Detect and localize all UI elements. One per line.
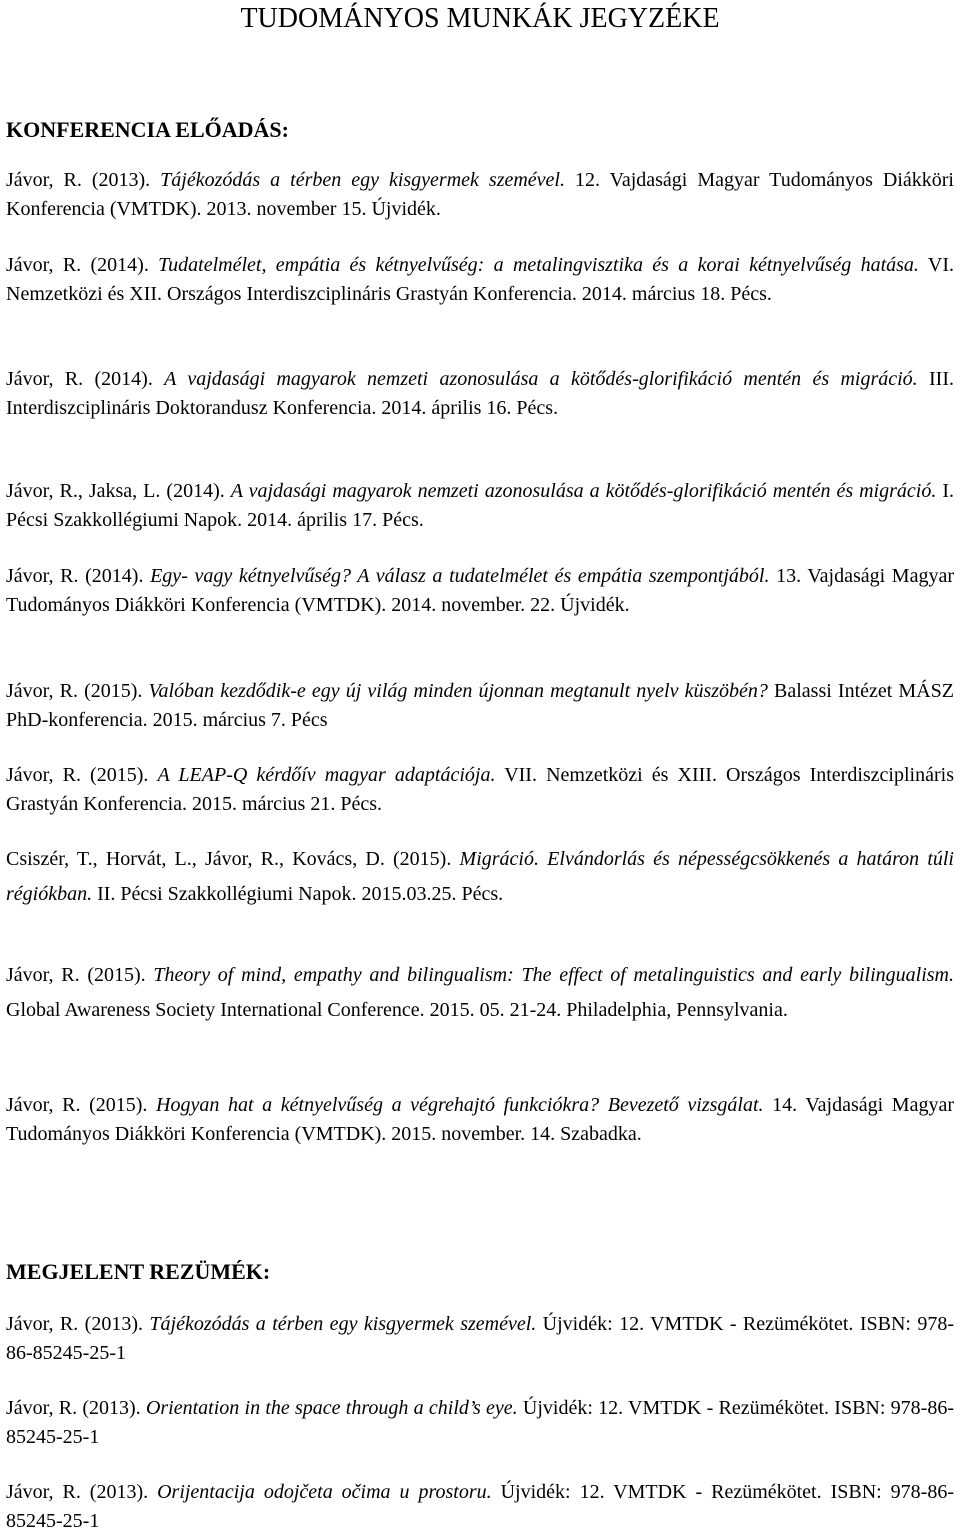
section-heading-abstracts: MEGJELENT REZÜMÉK: [6, 1259, 271, 1284]
conference-entry: Jávor, R. (2015). Valóban kezdődik-e egy új világ minden újonnan megtanult nyelv küszöbén? Balassi Intézet MÁSZ PhD-konferencia. 2015. március 7. Pécs [6, 680, 955, 731]
conference-entry: Jávor, R., Jaksa, L. (2014). A vajdasági magyarok nemzeti azonosulása a kötődés-glorifikáció mentén és migráció. I. Pécsi Szakkollégiumi Napok. 2014. április 17. Pécs. [6, 480, 954, 531]
conference-entry: Jávor, R. (2015). Hogyan hat a kétnyelvűség a végrehajtó funkciókra? Bevezető vizsgálat. 14. Vajdasági Magyar Tudományos Diákköri Konferencia (VMTDK). 2015. november. 14. Szabadka. [6, 1094, 954, 1145]
conference-entry: Jávor, R. (2014). Egy- vagy kétnyelvűség? A válasz a tudatelmélet és empátia szempontjából. 13. Vajdasági Magyar Tudományos Diákköri Konferencia (VMTDK). 2014. november. 22. Újvidék. [6, 565, 954, 616]
section-heading-conferences: KONFERENCIA ELŐADÁS: [6, 117, 289, 142]
abstract-entry: Jávor, R. (2013). Orijentacija odojčeta očima u prostoru. Újvidék: 12. VMTDK - Rezümékötet. ISBN: 978-86-85245-25-1 [6, 1481, 954, 1532]
conference-entry: Jávor, R. (2014). Tudatelmélet, empátia és kétnyelvűség: a metalingvisztika és a korai kétnyelvűség hatása. VI. Nemzetközi és XII. Országos Interdiszciplináris Grastyán Konferencia. 2014. március 18. Pécs. [6, 254, 954, 305]
page-title: TUDOMÁNYOS MUNKÁK JEGYZÉKE [240, 3, 720, 34]
abstract-entry: Jávor, R. (2013). Tájékozódás a térben egy kisgyermek szemével. Újvidék: 12. VMTDK - Rezümékötet. ISBN: 978-86-85245-25-1 [6, 1313, 955, 1364]
conference-entry: Jávor, R. (2015). Theory of mind, empathy and bilingualism: The effect of metalinguistics and early bilingualism. Global Awareness Society International Conference. 2015. 05. 21-24. Philadelphia, Pennsylvania. [6, 964, 954, 1021]
abstract-entry: Jávor, R. (2013). Orientation in the space through a child’s eye. Újvidék: 12. VMTDK - Rezümékötet. ISBN: 978-86-85245-25-1 [6, 1397, 954, 1448]
conference-entry: Jávor, R. (2013). Tájékozódás a térben egy kisgyermek szemével. 12. Vajdasági Magyar Tudományos Diákköri Konferencia (VMTDK). 2013. november 15. Újvidék. [6, 169, 954, 220]
conference-entry: Csiszér, T., Horvát, L., Jávor, R., Kovács, D. (2015). Migráció. Elvándorlás és népességcsökkenés a határon túli régiókban. II. Pécsi Szakkollégiumi Napok. 2015.03.25. Pécs. [6, 848, 954, 905]
conference-entry: Jávor, R. (2014). A vajdasági magyarok nemzeti azonosulása a kötődés-glorifikáció mentén és migráció. III. Interdiszciplináris Doktorandusz Konferencia. 2014. április 16. Pécs. [6, 368, 954, 419]
conference-entry: Jávor, R. (2015). A LEAP-Q kérdőív magyar adaptációja. VII. Nemzetközi és XIII. Országos Interdiszciplináris Grastyán Konferencia. 2015. március 21. Pécs. [6, 764, 954, 815]
